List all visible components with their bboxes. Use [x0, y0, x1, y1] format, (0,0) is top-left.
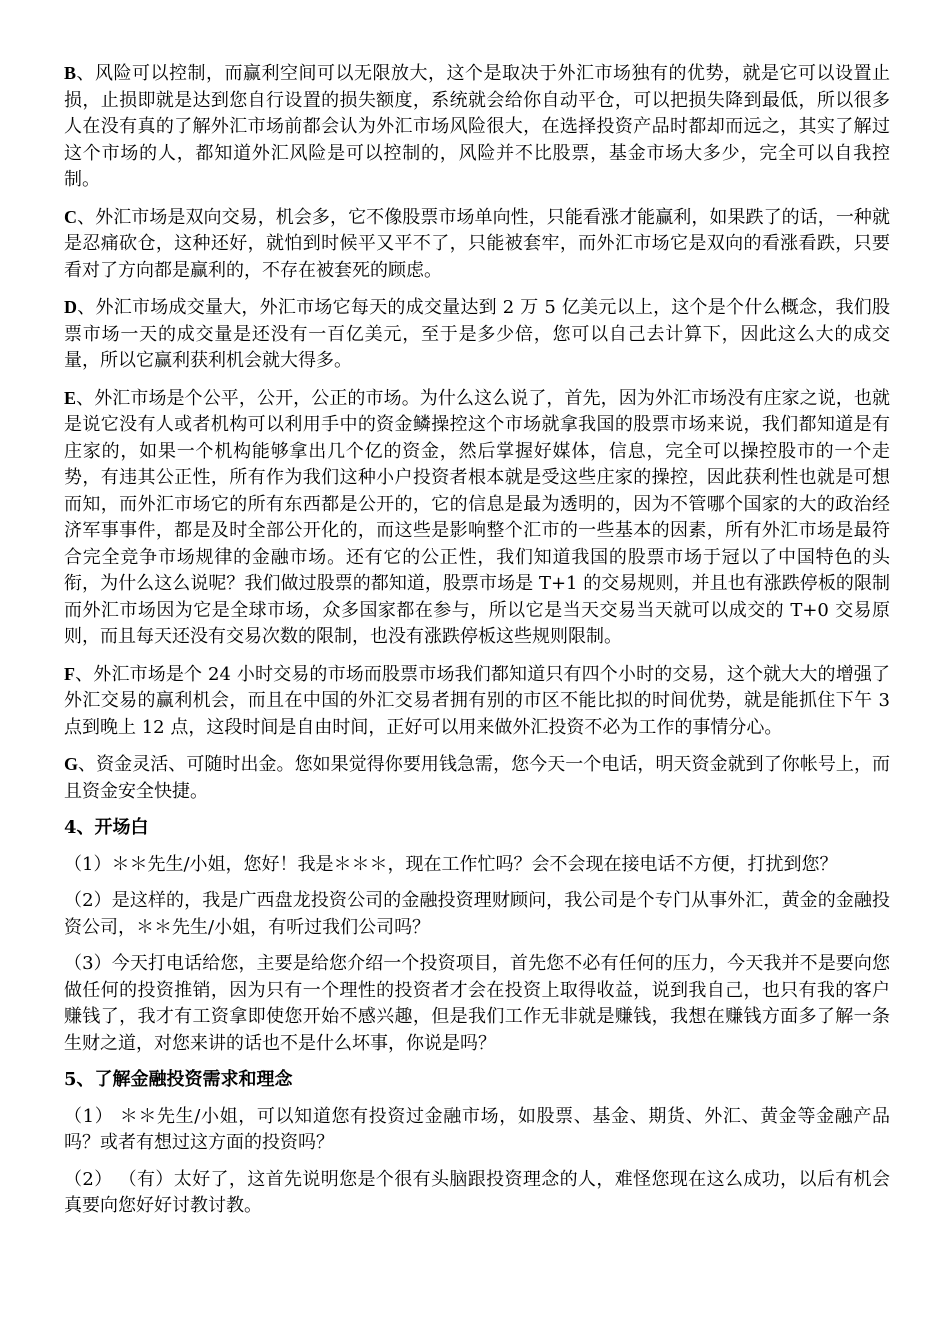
paragraph-text: 、外汇市场成交量大，外汇市场它每天的成交量达到 2 万 5 亿美元以上，这个是个什么概念，我们股票市场一天的成交量是还没有一百亿美元，至于是多少倍，您可以自己去计算下，因此这么大的成交量，所以它赢利获利机会就大得多。 — [64, 297, 890, 371]
paragraph-c — [64, 204, 890, 285]
section-4-item-1: （1）＊＊先生/小姐，您好！我是＊＊＊，现在工作忙吗？会不会现在接电话不方便，打扰到您？ — [64, 853, 838, 875]
paragraph-lead: E — [64, 387, 77, 408]
section-5-item-1: （1） ＊＊先生/小姐，可以知道您有投资过金融市场，如股票、基金、期货、外汇、黄金等金融产品吗？或者有想过这方面的投资吗？ — [64, 1105, 890, 1153]
paragraph-text: 、外汇市场是个公平，公开，公正的市场。为什么这么说了，首先，因为外汇市场没有庄家之说，也就是说它没有人或者机构可以利用手中的资金鳞操控这个市场就拿我国的股票市场来说，我们都知道是有庄家的，如果一个机构能够拿出几个亿的资金，然后掌握好媒体，信息，完全可以操控股市的一个走势，有违其公正性，所有作为我们这种小户投资者根本就是受这些庄家的操控，因此获利性也就是可想而知，而外汇市场它的所有东西都是公开的，它的信息是最为透明的，因为不管哪个国家的大的政治经济军事事件，都是及时全部公开化的，而这些是影响整个汇市的一些基本的因素，所有外汇市场是最符合完全竞争市场规律的金融市场。还有它的公正性，我们知道我国的股票市场于冠以了中国特色的头衔，为什么这么说呢？我们做过股票的都知道，股票市场是 T+1 的交易规则，并且也有涨跌停板的限制而外汇市场因为它是全球市场，众多国家都在参与，所以它是当天交易当天就可以成交的 T+0 交易原则，而且每天还没有交易次数的限制，也没有涨跌停板这些规则限制。 — [64, 387, 890, 647]
document-page — [64, 60, 890, 1230]
paragraph-text: 、资金灵活、可随时出金。您如果觉得你要用钱急需，您今天一个电话，明天资金就到了你帐号上，而且资金安全快捷。 — [64, 754, 890, 802]
section-4-item-2: （2）是这样的，我是广西盘龙投资公司的金融投资理财顾问，我公司是个专门从事外汇，黄金的金融投资公司，＊＊先生/小姐，有听过我们公司吗？ — [64, 890, 890, 938]
paragraph-lead: F — [64, 663, 75, 684]
paragraph-lead: B — [64, 63, 77, 83]
paragraph-d — [64, 294, 890, 375]
paragraph-lead: G — [64, 754, 79, 774]
paragraph-b — [64, 60, 890, 194]
section-5-item-2: （2） （有）太好了，这首先说明您是个很有头脑跟投资理念的人，难怪您现在这么成功，以后有机会真要向您好好讨教讨教。 — [64, 1168, 890, 1216]
paragraph-g — [64, 751, 890, 805]
section-4-item-3: （3）今天打电话给您，主要是给您介绍一个投资项目，首先您不必有任何的压力，今天我并不是要向您做任何的投资推销，因为只有一个理性的投资者才会在投资上取得收益，说到我自己，也只有我的客户赚钱了，我才有工资拿即使您开始不感兴趣，但是我们工作无非就是赚钱，我想在赚钱方面多了解一条生财之道，对您来讲的话也不是什么坏事，你说是吗？ — [64, 953, 890, 1054]
section-5-heading: 5、了解金融投资需求和理念 — [64, 1069, 293, 1090]
paragraph-text: 、风险可以控制，而赢利空间可以无限放大，这个是取决于外汇市场独有的优势，就是它可以设置止损，止损即就是达到您自行设置的损失额度，系统就会给你自动平仓，可以把损失降到最低，所以很多人在没有真的了解外汇市场前都会认为外汇市场风险很大，在选择投资产品时都却而远之，其实了解过这个市场的人，都知道外汇风险是可以控制的，风险并不比股票，基金市场大多少，完全可以自我控制。 — [64, 63, 890, 190]
paragraph-lead: C — [64, 206, 77, 227]
paragraph-f — [64, 661, 890, 742]
section-4-heading: 4、开场白 — [64, 817, 149, 838]
paragraph-text: 、外汇市场是双向交易，机会多，它不像股票市场单向性，只能看涨才能赢利，如果跌了的话，一种就是忍痛砍仓，这种还好，就怕到时候平又平不了，只能被套牢，而外汇市场它是双向的看涨看跌，只要看对了方向都是赢利的，不存在被套死的顾虑。 — [64, 206, 890, 281]
paragraph-text: 、外汇市场是个 24 小时交易的市场而股票市场我们都知道只有四个小时的交易，这个就大大的增强了外汇交易的赢利机会，而且在中国的外汇交易者拥有别的市区不能比拟的时间优势，就是能抓住下午 3 点到晚上 12 点，这段时间是自由时间，正好可以用来做外汇投资不必为工作的事情分心。 — [64, 663, 890, 738]
paragraph-e — [64, 385, 890, 651]
paragraph-lead: D — [64, 297, 77, 317]
